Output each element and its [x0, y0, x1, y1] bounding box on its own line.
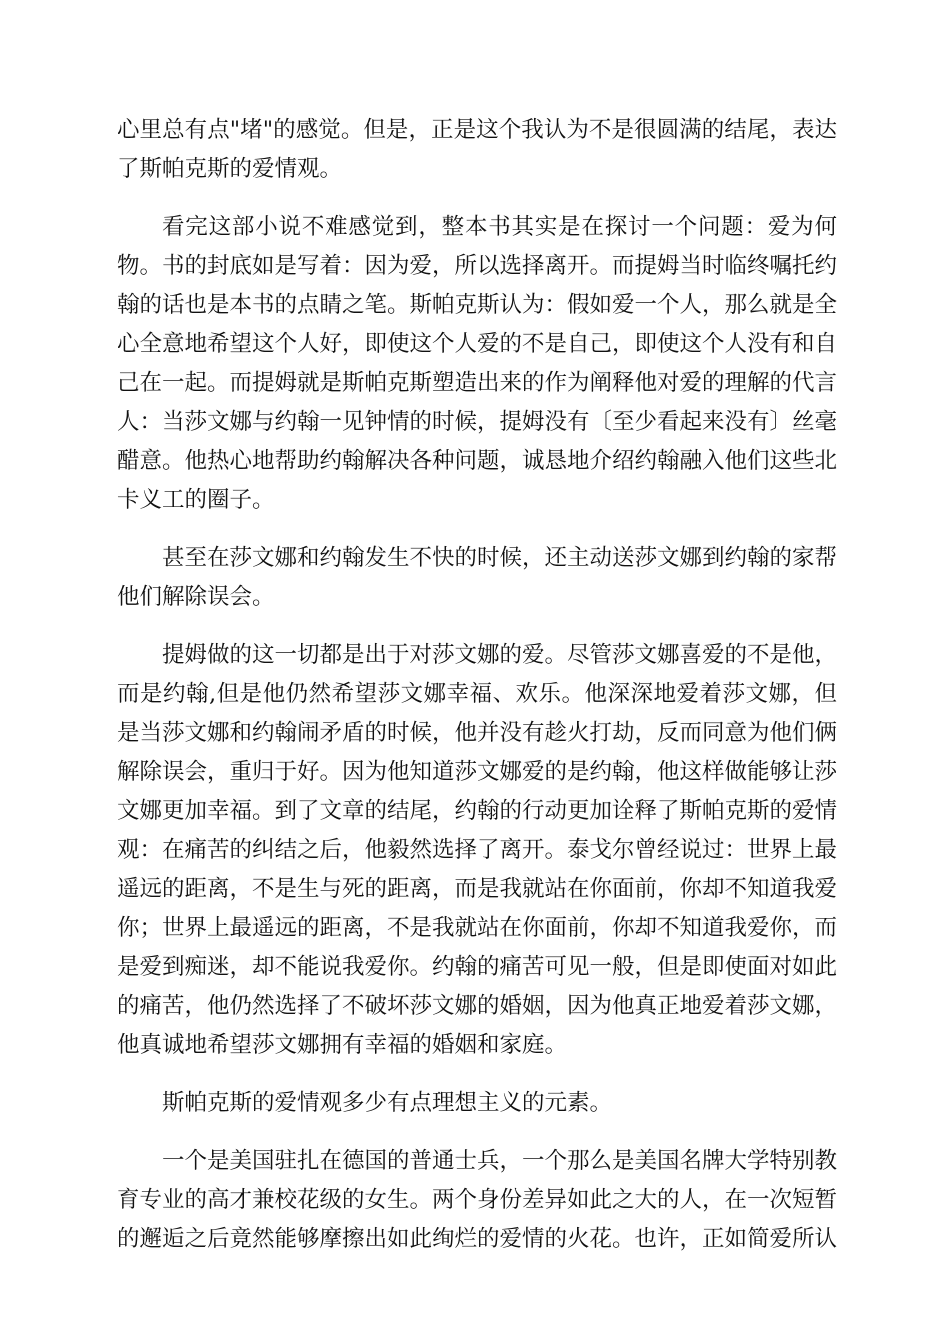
paragraph-2: 看完这部小说不难感觉到，整本书其实是在探讨一个问题：爱为何物。书的封底如是写着：因为爱，所以选择离开。而提姆当时临终嘱托约翰的话也是本书的点睛之笔。斯帕克斯认为：假如爱一个人，那么就是全心全意地希望这个人好，即使这个人爱的不是自己，即使这个人没有和自己在一起。而提姆就是斯帕克斯塑造出来的作为阐释他对爱的理解的代言人：当莎文娜与约翰一见钟情的时候，提姆没有〔至少看起来没有〕丝毫醋意。他热心地帮助约翰解决各种问题，诚恳地介绍约翰融入他们这些北卡义工的圈子。	[117, 214, 838, 513]
paragraph-5: 斯帕克斯的爱情观多少有点理想主义的元素。	[162, 1090, 613, 1116]
paragraph-6: 一个是美国驻扎在德国的普通士兵，一个那么是美国名牌大学特别教育专业的高才兼校花级的女生。两个身份差异如此之大的人，在一次短暂的邂逅之后竟然能够摩擦出如此绚烂的爱情的火花。也许，正如简爱所认	[117, 1148, 838, 1252]
body-text	[117, 111, 837, 1278]
paragraph-3: 甚至在莎文娜和约翰发生不快的时候，还主动送莎文娜到约翰的家帮他们解除误会。	[117, 545, 838, 610]
paragraph-4: 提姆做的这一切都是出于对莎文娜的爱。尽管莎文娜喜爱的不是他，而是约翰,但是他仍然希望莎文娜幸福、欢乐。他深深地爱着莎文娜，但是当莎文娜和约翰闹矛盾的时候，他并没有趁火打劫，反而同意为他们俩解除误会，重归于好。因为他知道莎文娜爱的是约翰，他这样做能够让莎文娜更加幸福。到了文章的结尾，约翰的行动更加诠释了斯帕克斯的爱情观：在痛苦的纠结之后，他毅然选择了离开。泰戈尔曾经说过：世界上最遥远的距离，不是生与死的距离，而是我就站在你面前，你却不知道我爱你；世界上最遥远的距离，不是我就站在你面前，你却不知道我爱你，而是爱到痴迷，却不能说我爱你。约翰的痛苦可见一般，但是即使面对如此的痛苦，他仍然选择了不破坏莎文娜的婚姻，因为他真正地爱着莎文娜，他真诚地希望莎文娜拥有幸福的婚姻和家庭。	[117, 642, 838, 1058]
paragraph-1: 心里总有点"堵"的感觉。但是，正是这个我认为不是很圆满的结尾，表达了斯帕克斯的爱情观。	[117, 117, 837, 182]
